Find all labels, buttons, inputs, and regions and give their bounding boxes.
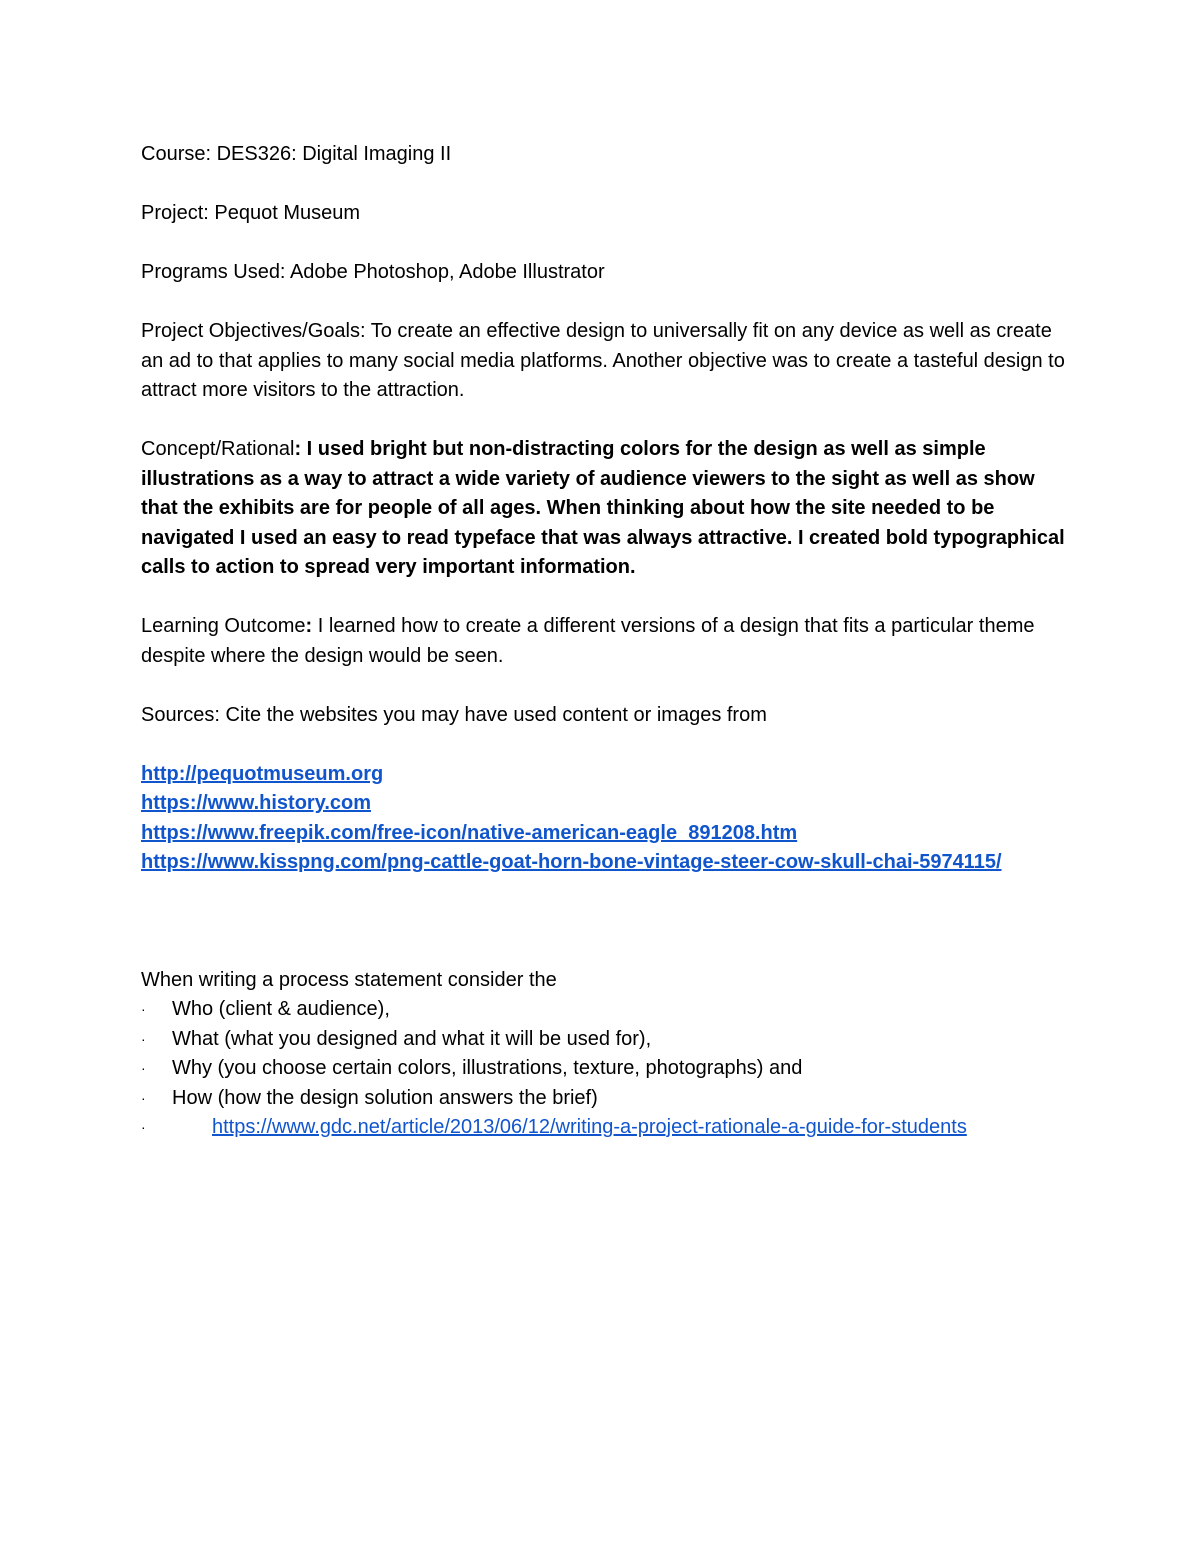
course-label: Course: — [141, 143, 212, 165]
bullet-icon: · — [141, 1089, 146, 1106]
source-link-kisspng[interactable]: https://www.kisspng.com/png-cattle-goat-horn-bone-vintage-steer-cow-skull-chai-5974115/ — [141, 851, 1002, 873]
learning-text: I learned how to create a different versions of a design that fits a particular theme despite where the design would be seen. — [141, 615, 1035, 667]
list-item-text: What (what you designed and what it will be used for), — [172, 1027, 652, 1050]
list-item — [141, 1054, 1071, 1084]
concept-text: : I used bright but non-distracting colors for the design as well as simple illustrations as a way to attract a wide variety of audience viewers to the sight as well as show that the exhibits are for people of all ages. When thinking about how the site needed to be navigated I used an easy to read typeface that was always attractive. I created bold typographical calls to action to spread very important information. — [141, 438, 1065, 578]
gdc-article-link[interactable]: https://www.gdc.net/article/2013/06/12/writing-a-project-rationale-a-guide-for-students — [212, 1116, 967, 1138]
spacer — [141, 878, 1071, 966]
bullet-icon: · — [141, 1119, 146, 1135]
course-value: DES326: Digital Imaging II — [211, 143, 452, 165]
learning-colon: : — [305, 615, 313, 637]
source-link-freepik[interactable]: https://www.freepik.com/free-icon/native-american-eagle_891208.htm — [141, 821, 798, 844]
learning-label: Learning Outcome — [141, 615, 306, 637]
list-item — [141, 995, 1071, 1025]
programs-line — [141, 258, 1071, 288]
objectives-text: To create an effective design to universally fit on any device as well as create an ad to that applies to many social media platforms. Another objective was to create a tasteful design to attract more visitors to the attraction. — [141, 320, 1065, 401]
concept-label: Concept/Rational — [141, 438, 295, 460]
course-line — [141, 140, 1071, 170]
programs-label: Programs Used: — [141, 261, 286, 283]
source-links — [141, 760, 1071, 878]
source-link-history[interactable]: https://www.history.com — [141, 792, 372, 814]
project-label: Project: — [141, 202, 209, 224]
bullet-icon: · — [141, 1030, 146, 1047]
project-value: Pequot Museum — [208, 202, 361, 224]
sources-label: Sources: — [141, 703, 220, 726]
programs-value: Adobe Photoshop, Adobe Illustrator — [285, 261, 605, 283]
list-item — [141, 1084, 1071, 1114]
list-item-text: Who (client & audience), — [172, 998, 390, 1020]
list-item-text: Why (you choose certain colors, illustrations, texture, photographs) and — [172, 1057, 803, 1079]
sources-line — [141, 701, 1071, 731]
list-item-text: How (how the design solution answers the brief) — [172, 1086, 598, 1109]
document-body — [141, 140, 1071, 1143]
objectives-paragraph — [141, 317, 1071, 406]
bullet-icon: · — [141, 1060, 146, 1076]
objectives-label: Project Objectives/Goals: — [141, 320, 366, 342]
sources-text: Cite the websites you may have used content or images from — [219, 703, 767, 726]
learning-paragraph — [141, 612, 1071, 671]
project-line — [141, 199, 1071, 229]
list-item — [141, 1025, 1071, 1055]
process-list — [141, 995, 1071, 1143]
concept-paragraph — [141, 435, 1071, 583]
source-link-pequotmuseum[interactable]: http://pequotmuseum.org — [141, 762, 384, 785]
process-intro: When writing a process statement consider the — [141, 968, 557, 991]
bullet-icon: · — [141, 1001, 146, 1017]
list-item-link — [141, 1113, 1071, 1143]
